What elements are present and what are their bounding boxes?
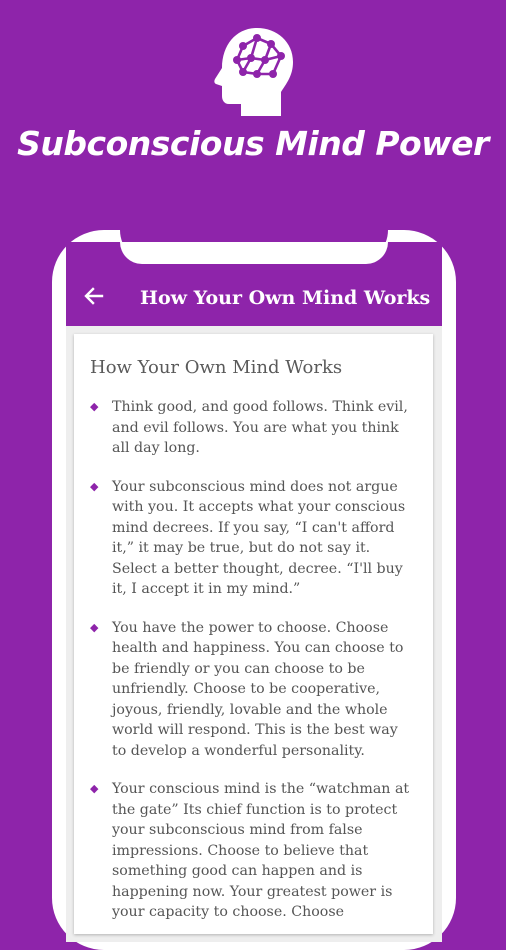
list-item <box>90 779 415 923</box>
app-bar-title: How Your Own Mind Works <box>140 287 431 309</box>
article-card <box>74 334 433 934</box>
promo-title: Subconscious Mind Power <box>17 124 489 163</box>
diamond-bullet-icon: ◆ <box>90 400 99 413</box>
screen-notch <box>120 242 388 264</box>
list-item <box>90 618 415 762</box>
list-item <box>90 477 415 600</box>
article-heading: How Your Own Mind Works <box>90 357 343 378</box>
list-item-text: Your conscious mind is the “watchman at the gate” Its chief function is to protect your subconscious mind from false impressions. Choose to believe that something good can happen and is happening now. Your greatest power is your capacity to choose. Choose <box>112 781 410 920</box>
list-item-text: Your subconscious mind does not argue with you. It accepts what your conscious mind decrees. If you say, “I can't afford it,” it may be true, but do not say it. Select a better thought, decree. “I'll buy it, I accept it in my mind.” <box>112 478 406 597</box>
diamond-bullet-icon: ◆ <box>90 782 99 795</box>
back-button[interactable] <box>80 282 108 310</box>
list-item <box>90 397 415 459</box>
diamond-bullet-icon: ◆ <box>90 620 99 634</box>
list-item-text: You have the power to choose. Choose health and happiness. You can choose to be friendly or you can choose to be unfriendly. Choose to be cooperative, joyous, friendly, lovable and the whole world will respond. This is the best way to develop a wonderful personality. <box>112 619 404 759</box>
list-item-text: Think good, and good follows. Think evil, and evil follows. You are what you think all day long. <box>112 399 408 456</box>
arrow-left-icon <box>84 286 104 306</box>
brain-head-icon <box>213 26 295 118</box>
diamond-bullet-icon: ◆ <box>90 479 99 493</box>
